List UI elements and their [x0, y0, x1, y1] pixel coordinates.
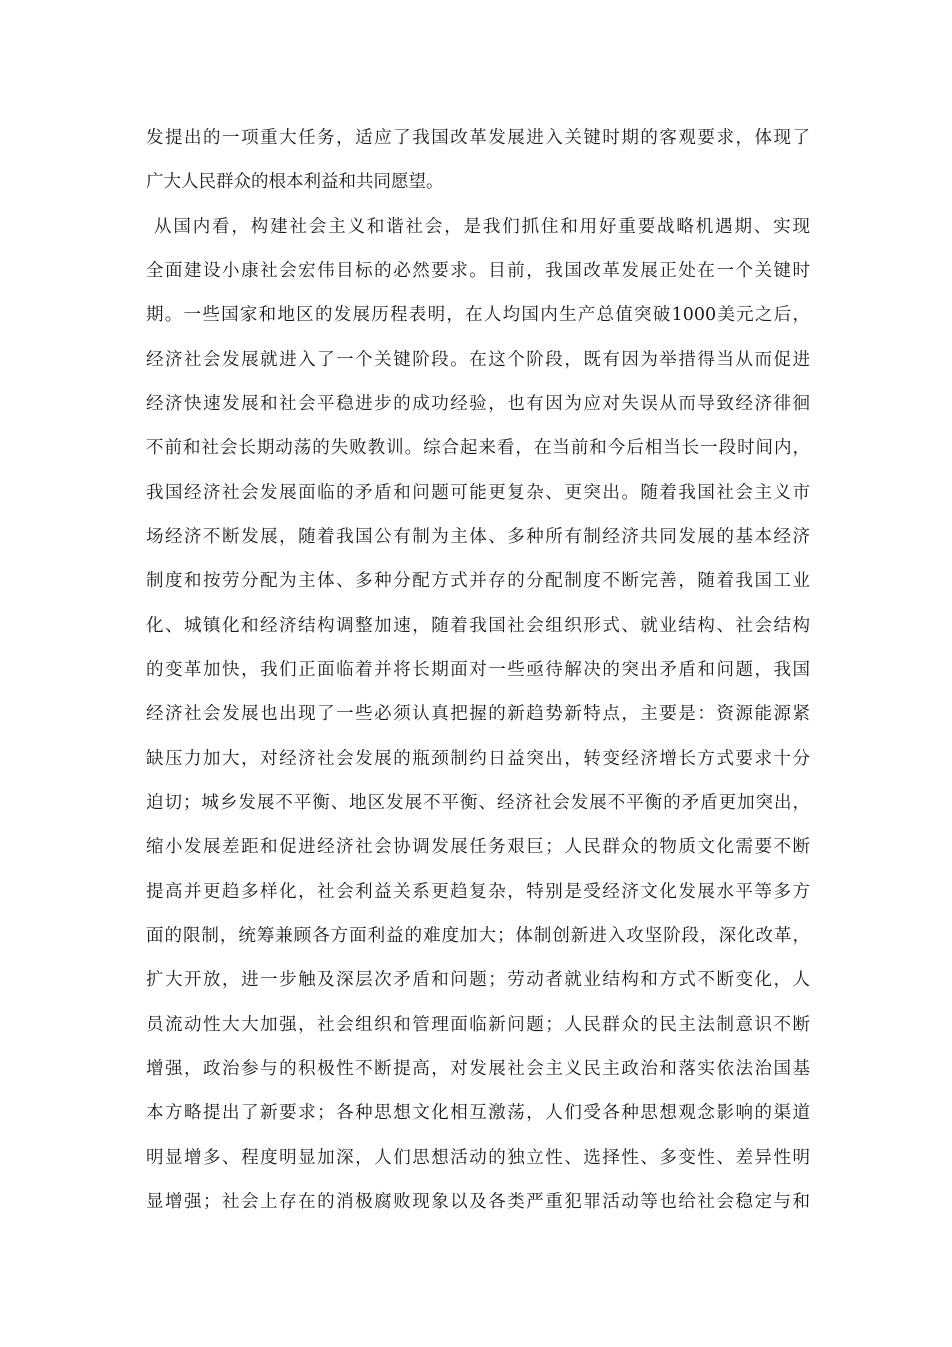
text-line: 显增强；社会上存在的消极腐败现象以及各类严重犯罪活动等也给社会稳定与和	[146, 1192, 810, 1212]
text-line: 我国经济社会发展面临的矛盾和问题可能更复杂、更突出。随着我国社会主义市	[146, 483, 810, 503]
text-line: 场经济不断发展，随着我国公有制为主体、多种所有制经济共同发展的基本经济	[146, 527, 810, 547]
text-line: 本方略提出了新要求；各种思想文化相互激荡，人们受各种思想观念影响的渠道	[146, 1103, 810, 1123]
text-line: 员流动性大大加强，社会组织和管理面临新问题；人民群众的民主法制意识不断	[146, 1015, 810, 1035]
text-line: 制度和按劳分配为主体、多种分配方式并存的分配制度不断完善，随着我国工业	[146, 571, 810, 591]
text-line: 经济社会发展就进入了一个关键阶段。在这个阶段，既有因为举措得当从而促进	[146, 350, 810, 370]
text-line: 全面建设小康社会宏伟目标的必然要求。目前，我国改革发展正处在一个关键时	[146, 261, 810, 281]
paragraph-first-line: 从国内看，构建社会主义和谐社会，是我们抓住和用好重要战略机遇期、实现	[154, 217, 810, 237]
text-line: 缺压力加大，对经济社会发展的瓶颈制约日益突出，转变经济增长方式要求十分	[146, 749, 810, 769]
text-line: 增强，政治参与的积极性不断提高，对发展社会主义民主政治和落实依法治国基	[146, 1059, 810, 1079]
text-line: 扩大开放，进一步触及深层次矛盾和问题；劳动者就业结构和方式不断变化，人	[146, 970, 810, 990]
text-line: 发提出的一项重大任务，适应了我国改革发展进入关键时期的客观要求，体现了	[146, 128, 810, 148]
text-line: 不前和社会长期动荡的失败教训。综合起来看，在当前和今后相当长一段时间内，	[146, 438, 810, 458]
text-line: 期。一些国家和地区的发展历程表明，在人均国内生产总值突破1000美元之后，	[146, 305, 810, 325]
text-line: 面的限制，统筹兼顾各方面利益的难度加大；体制创新进入攻坚阶段，深化改革，	[146, 926, 810, 946]
text-line: 迫切；城乡发展不平衡、地区发展不平衡、经济社会发展不平衡的矛盾更加突出，	[146, 793, 810, 813]
text-line: 经济社会发展也出现了一些必须认真把握的新趋势新特点，主要是：资源能源紧	[146, 704, 810, 724]
text-line: 化、城镇化和经济结构调整加速，随着我国社会组织形式、就业结构、社会结构	[146, 616, 810, 636]
text-line: 广大人民群众的根本利益和共同愿望。	[146, 172, 444, 192]
text-line: 经济快速发展和社会平稳进步的成功经验，也有因为应对失误从而导致经济徘徊	[146, 394, 810, 414]
text-line: 明显增多、程度明显加深，人们思想活动的独立性、选择性、多变性、差异性明	[146, 1148, 810, 1168]
text-line: 提高并更趋多样化，社会利益关系更趋复杂，特别是受经济文化发展水平等多方	[146, 882, 810, 902]
text-line: 的变革加快，我们正面临着并将长期面对一些亟待解决的突出矛盾和问题，我国	[146, 660, 810, 680]
text-line: 缩小发展差距和促进经济社会协调发展任务艰巨；人民群众的物质文化需要不断	[146, 837, 810, 857]
